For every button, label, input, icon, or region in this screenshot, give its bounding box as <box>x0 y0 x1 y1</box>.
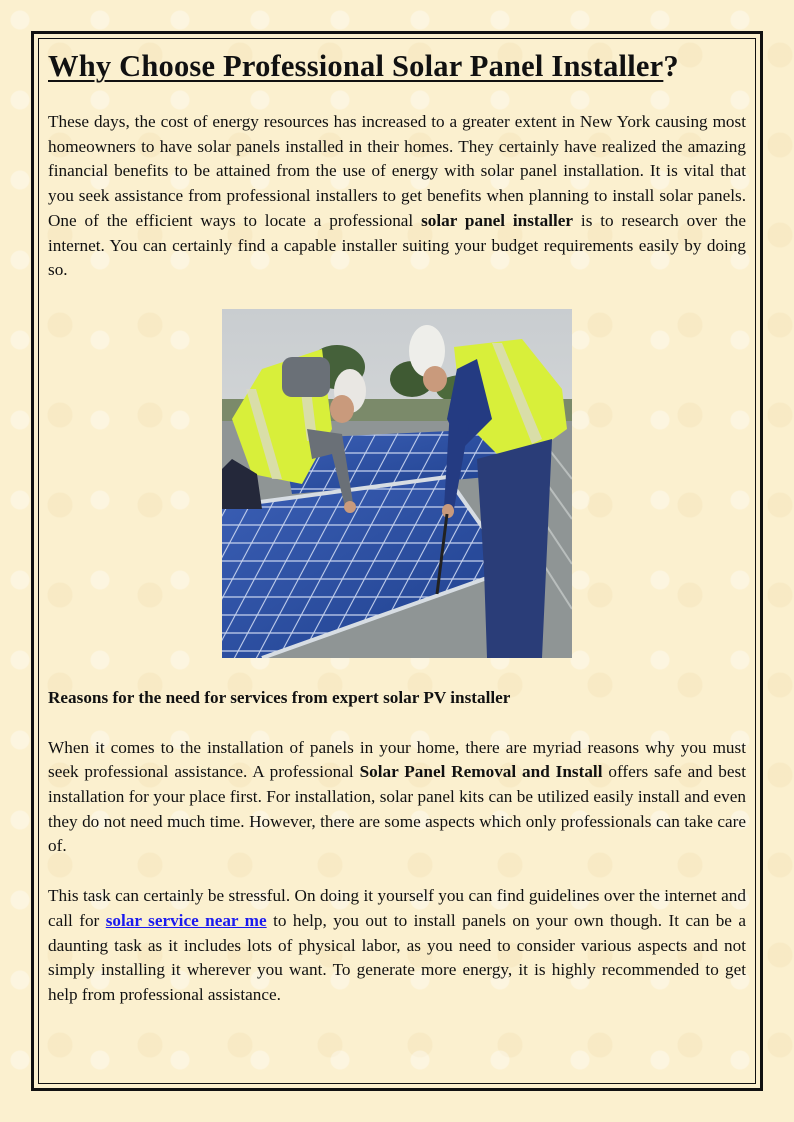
paragraph-stressful-task <box>48 884 746 1008</box>
intro-bold-keyword: solar panel installer <box>421 210 574 230</box>
paragraph3-text-end: to help, you out to install panels on your own though. It can be a daunting task as it includes lots of physical labor, as you need to consider various aspects and not simply installing it wherever you want. To generate more energy, it is highly recommended to get help from professional assistance. <box>48 910 747 1004</box>
page-title-text: Why Choose Professional Solar Panel Installer <box>48 49 664 83</box>
paragraph2-text: When it comes to the installation of panels in your home, there are myriad reasons why you must seek professional assistance. A professional <box>48 737 746 782</box>
intro-paragraph <box>48 110 746 283</box>
section-heading: Reasons for the need for services from expert solar PV installer <box>48 687 511 707</box>
intro-text: These days, the cost of energy resources has increased to a greater extent in New York causing most homeowners to have solar panels installed in their homes. They certainly have realized the amazing financial benefits to be attained from the use of energy with solar panel installation. It is vital that you seek assistance from professional installers to get benefits when planning to install solar panels. One of the efficient ways to locate a professional <box>48 112 746 230</box>
solar-installers-photo <box>222 309 572 658</box>
document-body <box>48 44 746 1008</box>
intro-text-end: is to research over the internet. You can certainly find a capable installer suiting your budget requirements easily by doing so. <box>48 210 747 280</box>
paragraph2-bold-keyword: Solar Panel Removal and Install <box>359 762 603 782</box>
photo-illustration <box>222 309 572 658</box>
paragraph2-text-end: offers safe and best installation for your place first. For installation, solar panel kits can be utilized easily install and even they do not need much time. However, there are some aspects which only professionals can take care of. <box>48 762 746 856</box>
paragraph3-text: This task can certainly be stressful. On doing it yourself you can find guidelines over the internet and call for <box>48 886 746 930</box>
solar-service-near-me-link[interactable]: solar service near me <box>105 910 267 930</box>
paragraph-professional-assistance <box>48 736 746 860</box>
page-title-suffix: ? <box>663 49 679 83</box>
page-title <box>48 44 746 88</box>
